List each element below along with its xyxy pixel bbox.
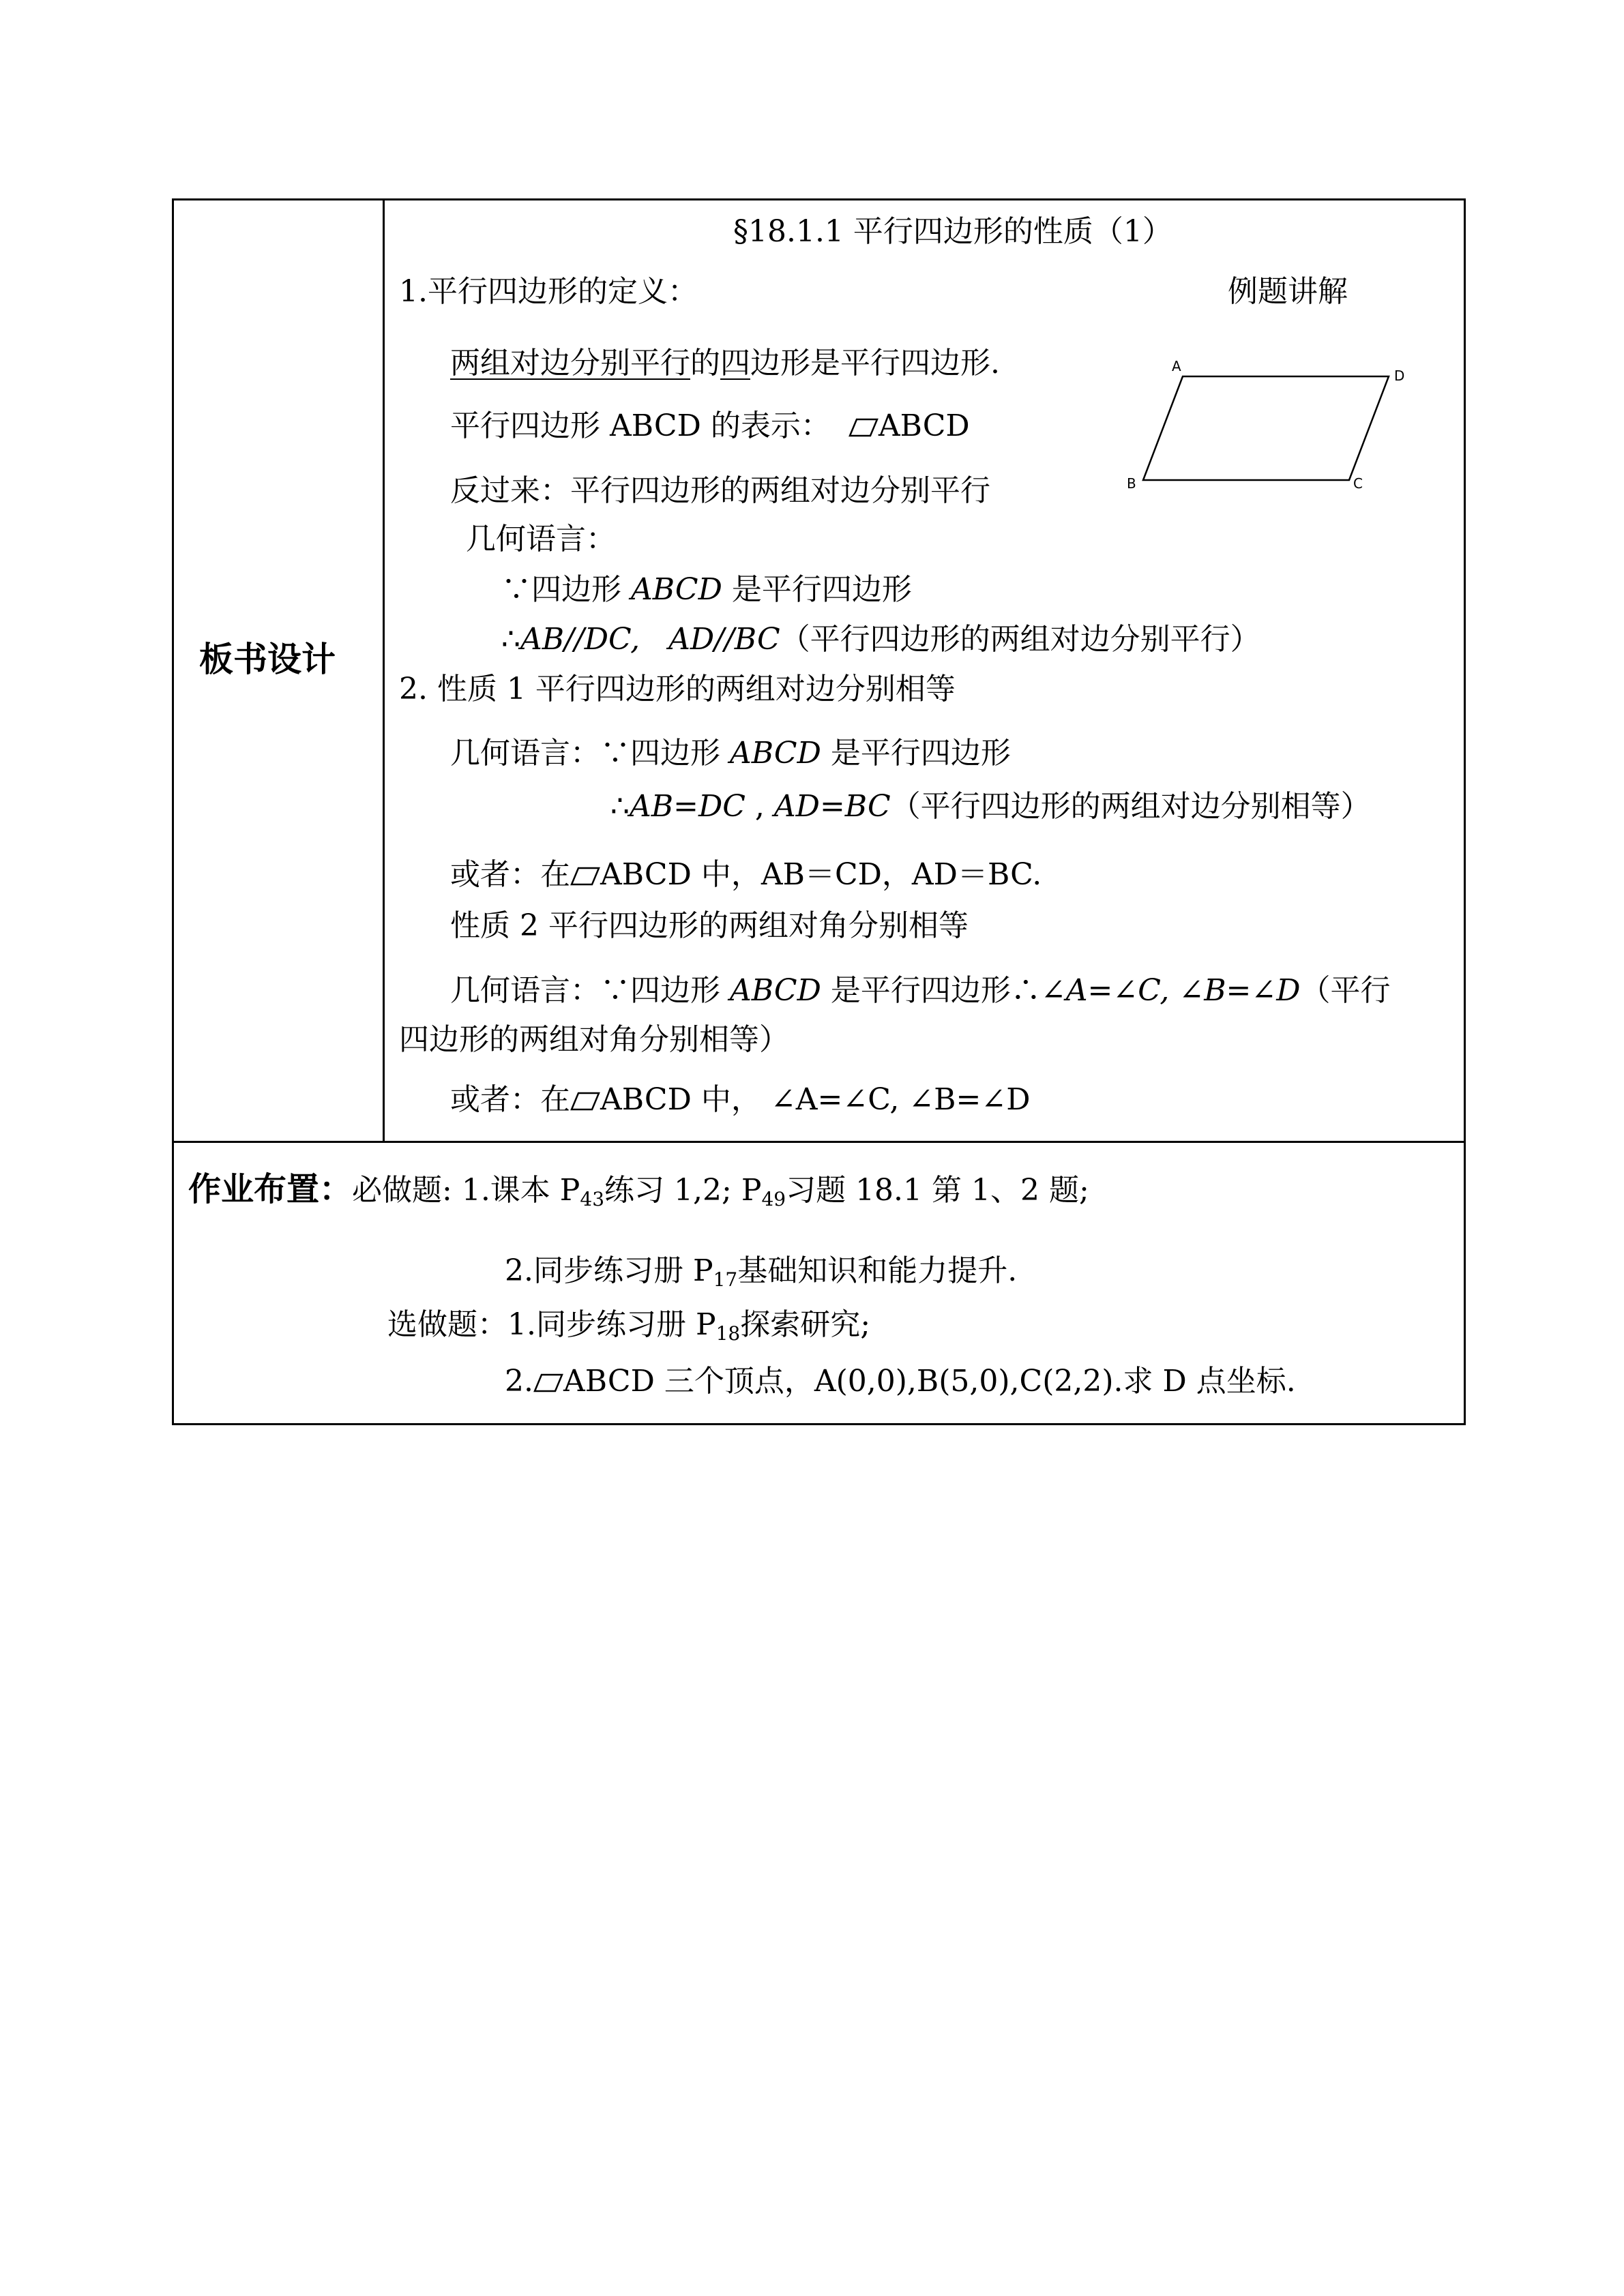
required-1-page-sub-2: 49 [761, 1188, 786, 1210]
required-1-part-b: 练习 1,2; P [604, 1173, 762, 1208]
vertex-label-d: D [1394, 368, 1405, 384]
therefore-symbol: ∴ [1010, 973, 1041, 1008]
because-symbol: ∵ [600, 973, 630, 1008]
therefore-symbol: ∴ [610, 789, 630, 824]
homework-required-2 [505, 1252, 1017, 1290]
because-text-italic: ABCD [631, 572, 722, 607]
parallelogram-symbol-icon [533, 1373, 563, 1392]
because-line-1 [501, 571, 912, 609]
property-2-heading: 性质 2 平行四边形的两组对角分别相等 [450, 908, 969, 943]
parallelogram-symbol-icon [570, 1092, 600, 1111]
optional-1-part-a: 1.同步练习册 P [507, 1307, 716, 1342]
definition-mid: 的 [690, 346, 720, 381]
required-2-part-a: 2.同步练习册 P [505, 1253, 713, 1288]
notation-line [450, 407, 970, 445]
table-border-right [1464, 198, 1466, 1425]
parallelogram-figure [1119, 348, 1419, 498]
sidebar-label: 板书设计 [199, 640, 336, 679]
parallelogram-symbol-icon [570, 867, 600, 886]
board-title: §18.1.1 平行四边形的性质（1） [733, 214, 1172, 249]
property-2-because-pre: 四边形 [630, 973, 730, 1008]
property-2-or-pre: 或者：在 [450, 1082, 570, 1117]
geometry-language-label: 几何语言： [466, 522, 616, 556]
notation-label: 平行四边形 ABCD 的表示： [450, 408, 831, 443]
table-row-divider [172, 1141, 1466, 1143]
because-text-pre: 四边形 [531, 572, 631, 607]
optional-label: 选做题： [387, 1307, 507, 1342]
property-2-alternative [450, 1081, 1031, 1119]
property-1-therefore-expr-2: AD=BC [773, 789, 891, 824]
definition-text [450, 344, 1000, 383]
notation-value: ABCD [878, 408, 970, 443]
property-2-because-post: 是平行四边形 [821, 973, 1011, 1008]
property-2-because [450, 972, 1391, 1010]
optional-1-part-b: 探索研究; [740, 1307, 871, 1342]
therefore-expr-2: AD//BC [668, 622, 780, 657]
definition-underlined-1: 两组对边分别平行 [450, 346, 690, 381]
property-1-therefore-expr-1: AB=DC [630, 789, 745, 824]
definition-underlined-2: 四 [720, 346, 750, 381]
vertex-label-b: B [1127, 475, 1136, 492]
optional-2-part-a: 2. [505, 1364, 533, 1399]
table-column-divider [383, 198, 385, 1142]
vertex-label-a: A [1172, 358, 1181, 374]
optional-2-part-b: ABCD 三个顶点，A(0,0),B(5,0),C(2,2).求 D 点坐标. [563, 1364, 1296, 1399]
table-border-left [172, 198, 174, 1425]
parallelogram-shape [1143, 376, 1389, 480]
property-1-alternative [450, 856, 1042, 894]
homework-optional-2 [505, 1362, 1296, 1401]
property-1-therefore-sep: , [745, 789, 774, 824]
therefore-note: （平行四边形的两组对边分别平行） [780, 622, 1260, 657]
homework-optional-1 [387, 1306, 870, 1344]
therefore-symbol: ∴ [501, 622, 520, 657]
table-border-bottom [172, 1423, 1466, 1425]
therefore-line-1 [501, 621, 1260, 659]
property-1-because-pre: 四边形 [630, 736, 730, 771]
homework-line-1 [188, 1167, 1089, 1219]
required-2-part-b: 基础知识和能力提升. [737, 1253, 1018, 1288]
required-label: 必做题: [352, 1173, 462, 1208]
property-2-or-post: ABCD 中， ∠A=∠C, ∠B=∠D [600, 1082, 1031, 1117]
property-1-heading: 2. 性质 1 平行四边形的两组对边分别相等 [399, 672, 956, 706]
property-1-because [450, 734, 1011, 773]
property-1-therefore [610, 788, 1371, 826]
required-1-part-a: 1.课本 P [461, 1173, 580, 1208]
property-1-because-post: 是平行四边形 [821, 736, 1011, 771]
property-1-geo-label: 几何语言： [450, 736, 600, 771]
because-symbol: ∵ [600, 736, 630, 771]
property-2-geo-label: 几何语言： [450, 973, 600, 1008]
property-2-note-continued: 四边形的两组对角分别相等） [399, 1022, 789, 1057]
homework-label: 作业布置： [188, 1170, 353, 1208]
because-text-post: 是平行四边形 [722, 572, 912, 607]
property-1-or-pre: 或者：在 [450, 857, 570, 892]
required-1-part-c: 习题 18.1 第 1、2 题; [786, 1173, 1089, 1208]
property-1-or-post: ABCD 中，AB＝CD，AD＝BC. [600, 857, 1042, 892]
therefore-expr-1: AB//DC, [520, 622, 640, 657]
table-border-top [172, 198, 1466, 200]
required-2-page-sub: 17 [713, 1268, 738, 1291]
example-label: 例题讲解 [1228, 274, 1348, 309]
converse-text: 反过来：平行四边形的两组对边分别平行 [450, 473, 990, 508]
optional-1-page-sub: 18 [715, 1322, 741, 1345]
property-1-because-italic: ABCD [730, 736, 821, 771]
required-1-page-sub-1: 43 [580, 1188, 605, 1210]
because-symbol: ∵ [501, 572, 531, 607]
property-2-note-a: （平行 [1300, 973, 1391, 1008]
vertex-label-c: C [1353, 475, 1363, 492]
definition-heading: 1.平行四边形的定义： [399, 274, 698, 309]
property-1-therefore-note: （平行四边形的两组对边分别相等） [890, 789, 1371, 824]
parallelogram-symbol-icon [848, 418, 879, 437]
property-2-therefore-expr: ∠A=∠C, ∠B=∠D [1040, 973, 1301, 1008]
property-2-because-italic: ABCD [730, 973, 821, 1008]
definition-rest: 边形是平行四边形. [750, 346, 1000, 381]
